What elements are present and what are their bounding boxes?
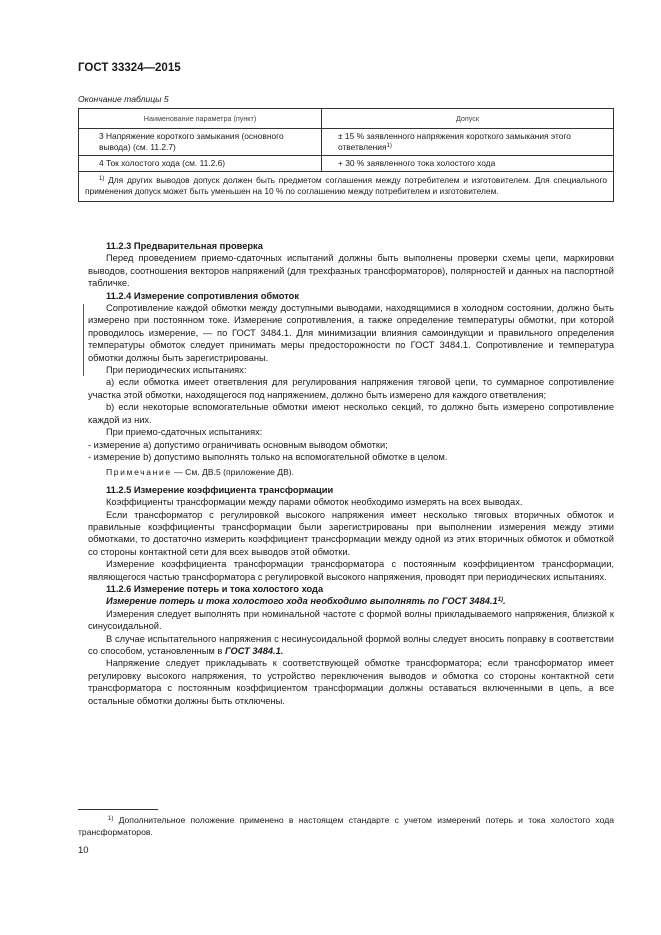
section-heading-11-2-4: 11.2.4 Измерение сопротивления обмоток <box>106 290 299 301</box>
paragraph: Сопротивление каждой обмотки между доступными выводами, находящимися в холодном состоянии, должно быть измерено при постоянном токе. Измерение сопротивления, а также определение температуры обмотки, при которой проводилось измерение, — по ГОСТ 3484.1. Для минимизации влияния самоиндукции и правильного определения температуры обмоток следует принимать меры предосторожности по ГОСТ 3484.1. Сопротивление и температура обмотки должны быть зарегистрированы. <box>88 303 614 363</box>
table-cell: 3 Напряжение короткого замыкания (основного вывода) (см. 11.2.7) <box>79 129 322 156</box>
footnote-ref: 1) <box>99 176 105 182</box>
table-cell: 4 Ток холостого хода (см. 11.2.6) <box>79 156 322 172</box>
page-footnote <box>78 815 614 838</box>
table-cell <box>322 129 614 156</box>
table-footnote-text: Для других выводов допуск должен быть предметом соглашения между потребителем и изготовителем. Для специального применения допуск может быть уменьшен на 10 % по соглашению между потребителем и изготовителем. <box>85 175 607 196</box>
footnote-ref: 1) <box>497 597 504 604</box>
table-row <box>79 129 614 156</box>
note-text: — См. ДВ.5 (приложение ДВ). <box>171 467 295 478</box>
tolerance-table <box>78 108 614 202</box>
column-header-tolerance: Допуск <box>322 109 614 129</box>
table-caption: Окончание таблицы 5 <box>78 94 169 104</box>
paragraph-text: В случае испытательного напряжения с несинусоидальной формой волны следует вносить поправку в соответствии со способом, установленным в <box>88 633 614 656</box>
table-row <box>79 156 614 172</box>
column-header-parameter: Наименование параметра (пункт) <box>79 109 322 129</box>
paragraph: Перед проведением приемо-сдаточных испытаний должны быть выполнены проверки схемы цепи, маркировки выводов, соотношения векторов напряжений (для трехфазных трансформаторов), полярностей и данных на паспортной табличке. <box>88 253 614 289</box>
body-text <box>88 240 614 707</box>
paragraph: Измерение коэффициента трансформации трансформатора с постоянным коэффициентом трансформации, являющегося частью трансформатора с регулировкой высокого напряжения, проводят при периодических испытаниях. <box>88 559 614 582</box>
paragraph: b) если некоторые вспомогательные обмотки имеют несколько секций, то должно быть измерено сопротивление каждой из них. <box>88 402 614 425</box>
footnote-text: Дополнительное положение применено в настоящем стандарте с учетом измерений потерь и тока холостого хода трансформаторов. <box>78 815 615 837</box>
emphasized-paragraph: Измерение потерь и тока холостого хода необходимо выполнять по ГОСТ 3484.1$^{1)}$. <box>106 596 506 607</box>
note-label: Примечание <box>106 467 172 478</box>
standard-reference: ГОСТ 3484.1. <box>224 646 284 656</box>
footnote-separator <box>78 809 158 810</box>
table-footnote <box>79 172 614 202</box>
footnote-ref: 1) <box>108 816 114 822</box>
emphasized-text: Измерение потерь и тока холостого хода необходимо выполнять по ГОСТ 3484.1 <box>106 596 498 607</box>
paragraph <box>88 633 614 658</box>
paragraph: При приемо-сдаточных испытаниях: <box>106 427 263 438</box>
table-cell: + 30 % заявленного тока холостого хода <box>322 156 614 172</box>
page-number: 10 <box>78 845 89 856</box>
list-item: - измерение b) допустимо выполнять только на вспомогательной обмотке в целом. <box>88 451 448 462</box>
cell-text: ± 15 % заявленного напряжения короткого замыкания этого ответвления <box>338 131 571 152</box>
paragraph: Коэффициенты трансформации между парами обмоток необходимо измерять на всех выводах. <box>106 497 523 508</box>
section-heading-11-2-3: 11.2.3 Предварительная проверка <box>106 241 263 251</box>
paragraph: При периодических испытаниях: <box>106 365 247 376</box>
list-item: - измерение а) допустимо ограничивать основным выводом обмотки; <box>88 439 388 450</box>
paragraph: а) если обмотка имеет ответвления для регулирования напряжения тяговой цепи, то суммарное сопротивление участка этой обмотки, находящегося под напряжением, должно быть измерено для каждого ответвления; <box>88 377 614 400</box>
paragraph: Если трансформатор с регулировкой высокого напряжения имеет несколько тяговых вторичных обмоток и правильные коэффициенты трансформации были зарегистрированы при выполнении измерения между этими обмотками, то достаточно измерить коэффициент трансформации между одной из этих вторичных обмоток и обмоткой со стороны контактной сети для всех выводов этой обмотки. <box>88 509 614 557</box>
footnote-ref: 1) <box>386 143 392 149</box>
section-heading-11-2-6: 11.2.6 Измерение потерь и тока холостого хода <box>106 583 324 594</box>
section-heading-11-2-5: 11.2.5 Измерение коэффициента трансформации <box>106 484 334 495</box>
document-header: ГОСТ 33324—2015 <box>78 62 181 74</box>
change-marker <box>83 304 84 376</box>
table-footnote-row <box>79 172 614 202</box>
note <box>88 466 614 478</box>
table-header-row <box>79 109 614 129</box>
paragraph: Измерения следует выполнять при номинальной частоте с формой волны прикладываемого напряжения, близкой к синусоидальной. <box>88 608 614 632</box>
paragraph: Напряжение следует прикладывать к соответствующей обмотке трансформатора; если трансформатор имеет регулировку высокого напряжения, то устройство переключения выводов и обмотка со стороны контактной сети трансформатора с постоянным коэффициентом трансформации должны оставаться включенными в цепь, а все остальные обмотки должны быть отключены. <box>88 658 614 706</box>
